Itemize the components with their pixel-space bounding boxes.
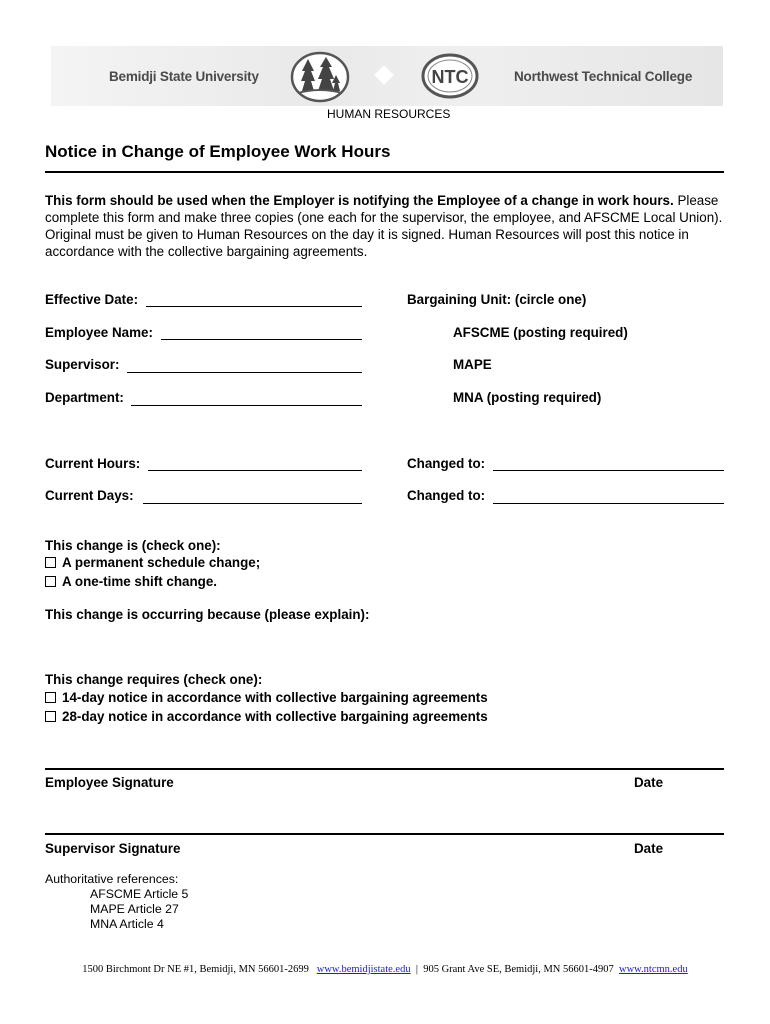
supervisor-signature-line[interactable] <box>45 833 724 835</box>
checkbox-icon[interactable] <box>45 692 56 703</box>
ntc-name: Northwest Technical College <box>514 69 693 84</box>
employee-signature-label: Employee Signature <box>45 775 174 790</box>
department-field[interactable] <box>131 405 362 406</box>
requires-14-day-label: 14-day notice in accordance with collective bargaining agreements <box>62 690 488 705</box>
supervisor-signature-label: Supervisor Signature <box>45 841 181 856</box>
title-divider <box>45 171 724 173</box>
requires-28-day-label: 28-day notice in accordance with collective bargaining agreements <box>62 709 488 724</box>
effective-date-field[interactable] <box>146 306 362 307</box>
changed-to-days-field[interactable] <box>493 503 724 504</box>
change-type-one-time[interactable] <box>45 574 217 589</box>
footer-address-ntc: 905 Grant Ave SE, Bemidji, MN 56601-4907 <box>423 964 614 975</box>
intro-paragraph <box>45 192 725 260</box>
reference-item: MAPE Article 27 <box>90 902 179 916</box>
bargaining-unit-label: Bargaining Unit: (circle one) <box>407 292 587 307</box>
checkbox-icon[interactable] <box>45 711 56 722</box>
supervisor-date-label: Date <box>634 841 664 856</box>
supervisor-label: Supervisor: <box>45 357 120 372</box>
reference-item: MNA Article 4 <box>90 917 164 931</box>
checkbox-icon[interactable] <box>45 576 56 587</box>
reason-label: This change is occurring because (please explain): <box>45 607 370 622</box>
changed-to-days-label: Changed to: <box>407 488 486 503</box>
change-type-permanent-label: A permanent schedule change; <box>62 555 261 570</box>
department-label: HUMAN RESOURCES <box>327 107 451 121</box>
current-hours-label: Current Hours: <box>45 456 141 471</box>
bsu-tree-logo <box>290 51 350 103</box>
footer-link-bsu[interactable]: www.bemidjistate.edu <box>316 964 411 975</box>
employee-name-field[interactable] <box>161 339 362 340</box>
svg-text:NTC: NTC <box>431 67 469 87</box>
department-field-label: Department: <box>45 390 124 405</box>
current-hours-field[interactable] <box>148 470 362 471</box>
requires-14-day[interactable] <box>45 690 488 705</box>
references-label: Authoritative references: <box>45 872 179 886</box>
bargaining-option-mna[interactable]: MNA (posting required) <box>453 390 602 405</box>
footer-link-ntc[interactable]: www.ntcmn.edu <box>618 964 688 975</box>
change-type-one-time-label: A one-time shift change. <box>62 574 217 589</box>
intro-bold: This form should be used when the Employer is notifying the Employee of a change in work hours. <box>45 193 674 208</box>
intro-text: Please complete this form and make three copies (one each for the supervisor, the employee, and AFSCME Local Union). Original must be given to Human Resources on the day it is signed. Human Resources will post this notice in accordance with the collective bargaining agreements. <box>45 193 723 259</box>
change-type-permanent[interactable] <box>45 555 260 570</box>
changed-to-hours-field[interactable] <box>493 470 724 471</box>
current-days-label: Current Days: <box>45 488 134 503</box>
checkbox-icon[interactable] <box>45 557 56 568</box>
footer <box>0 964 770 975</box>
requires-label: This change requires (check one): <box>45 672 263 687</box>
ntc-logo <box>420 52 480 100</box>
employee-signature-line[interactable] <box>45 768 724 770</box>
effective-date-label: Effective Date: <box>45 292 139 307</box>
employee-name-label: Employee Name: <box>45 325 153 340</box>
footer-address-bsu: 1500 Birchmont Dr NE #1, Bemidji, MN 56601-2699 <box>82 964 309 975</box>
bargaining-option-mape[interactable]: MAPE <box>453 357 492 372</box>
bsu-name: Bemidji State University <box>109 69 259 84</box>
employee-date-label: Date <box>634 775 664 790</box>
current-days-field[interactable] <box>143 503 362 504</box>
bargaining-option-afscme[interactable]: AFSCME (posting required) <box>453 325 628 340</box>
references <box>45 872 188 932</box>
change-type-label: This change is (check one): <box>45 538 221 553</box>
supervisor-field[interactable] <box>127 372 362 373</box>
form-title: Notice in Change of Employee Work Hours <box>45 142 391 161</box>
footer-separator: | <box>415 964 418 975</box>
changed-to-hours-label: Changed to: <box>407 456 486 471</box>
reference-item: AFSCME Article 5 <box>90 887 189 901</box>
requires-28-day[interactable] <box>45 709 488 724</box>
